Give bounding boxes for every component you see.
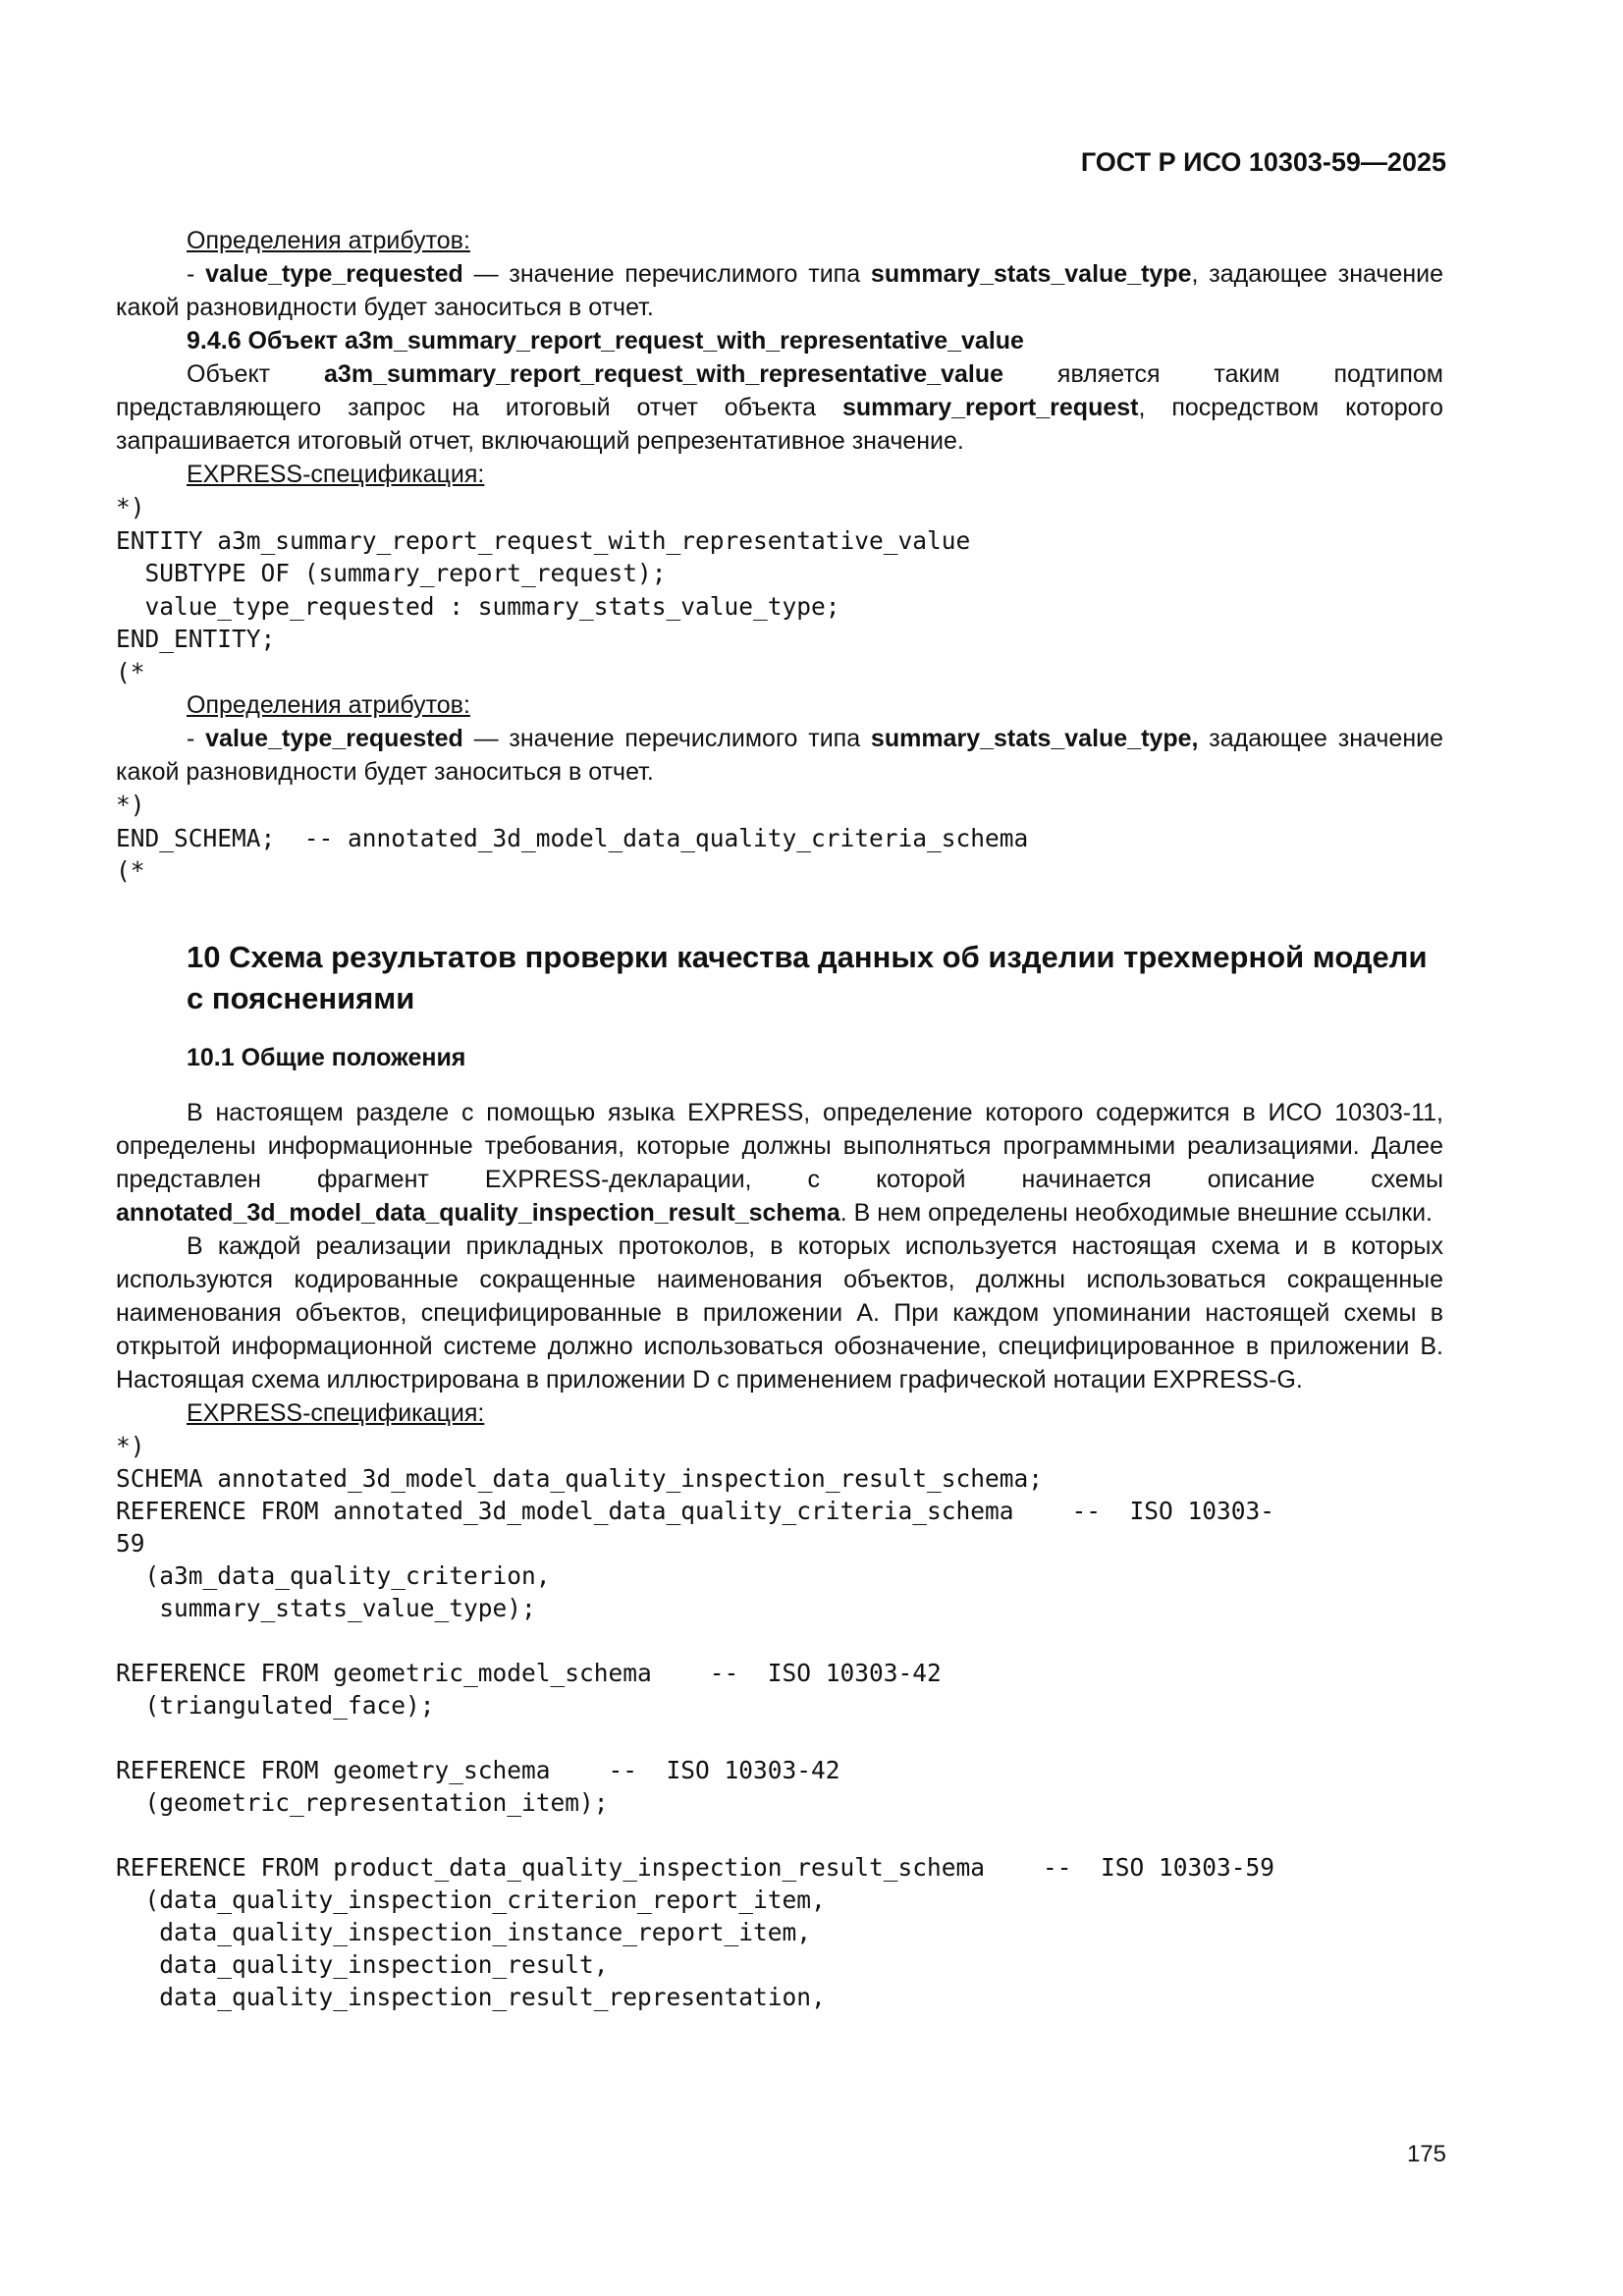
attr-def-label bbox=[116, 224, 1443, 257]
attr-name: value_type_requested bbox=[205, 725, 463, 752]
express-code-ref-geometry: REFERENCE FROM geometry_schema -- ISO 10303-42 (geometric_representation_item); bbox=[116, 1755, 840, 1817]
def-end: задающее значение какой разновидности будет заноситься в отчет. bbox=[116, 725, 1443, 786]
paragraph-implementation: В каждой реализации прикладных протоколов, в которых используется настоящая схема и в которых используются кодированные сокращенные наименования объектов, должны использоваться сокращенные наименования объектов, специфицированные в приложении A. При каждом упоминании настоящей схемы в открытой информационной системе должно использоваться обозначение, специфицированное в приложении B. Настоящая схема иллюстрирована в приложении D с применением графической нотации EXPRESS-G. bbox=[116, 1231, 1443, 1394]
def-end: , задающее значение какой разновидности будет заноситься в отчет. bbox=[116, 260, 1443, 321]
express-code-entity: *) ENTITY a3m_summary_report_request_with_representative_value SUBTYPE OF (summary_report_request); value_type_requested : summary_stats_value_type; END_ENTITY; (* bbox=[116, 493, 971, 686]
express-code-ref-geometric-model: REFERENCE FROM geometric_model_schema -- ISO 10303-42 (triangulated_face); bbox=[116, 1658, 942, 1720]
express-code-ref-pdq-result: REFERENCE FROM product_data_quality_inspection_result_schema -- ISO 10303-59 (data_quality_inspection_criterion_report_item, data_quality_inspection_instance_report_item, data_quality_inspection_result, data_quality_inspection_result_representation, bbox=[116, 1852, 1275, 2011]
para-part: В настоящем разделе с помощью языка EXPRESS, определение которого содержится в ИСО 10303-11, определены информационные требования, которые должны выполняться программными реализациями. Далее представлен фрагмент EXPRESS-декларации, с которой начинается описание схемы bbox=[116, 1098, 1443, 1193]
attr-def-label-text: Определения атрибутов: bbox=[187, 227, 470, 254]
para-part: , посредством которого запрашивается итоговый отчет, включающий репрезентативное значение. bbox=[116, 394, 1444, 455]
entity-name: a3m_summary_report_request_with_representative_value bbox=[324, 360, 1004, 388]
page-content bbox=[116, 224, 1443, 2013]
attr-def-label bbox=[116, 688, 1443, 722]
paragraph-intro bbox=[116, 1096, 1443, 1230]
attr-name: value_type_requested bbox=[205, 260, 463, 288]
def-dash: - bbox=[187, 725, 206, 752]
def-dash: - bbox=[187, 260, 206, 288]
subsection-heading-101: 10.1 Общие положения bbox=[187, 1043, 466, 1071]
schema-name: annotated_3d_model_data_quality_inspection_result_schema bbox=[116, 1198, 840, 1227]
code-spacer bbox=[116, 1624, 1443, 1657]
def-mid: — значение перечислимого типа bbox=[462, 725, 871, 752]
express-code-end-schema: *) END_SCHEMA; -- annotated_3d_model_data_quality_criteria_schema (* bbox=[116, 791, 1029, 885]
express-label-text: EXPRESS-спецификация: bbox=[187, 461, 485, 488]
entity-description bbox=[116, 357, 1443, 458]
para-part: . В нем определены необходимые внешние ссылки. bbox=[839, 1198, 1433, 1227]
express-code-schema: *) SCHEMA annotated_3d_model_data_quality_inspection_result_schema; REFERENCE FROM annotated_3d_model_data_quality_criteria_schema -- ISO 10303- 59 (a3m_data_quality_criterion, summary_stats_value_type); bbox=[116, 1431, 1275, 1622]
supertype-name: summary_report_request bbox=[841, 394, 1139, 421]
express-label bbox=[116, 1396, 1443, 1430]
type-name: summary_stats_value_type, bbox=[870, 725, 1199, 752]
code-spacer bbox=[116, 1722, 1443, 1754]
page-number: 175 bbox=[1406, 2141, 1446, 2167]
attr-definition bbox=[116, 722, 1443, 789]
type-name: summary_stats_value_type bbox=[870, 260, 1192, 288]
subsection-heading-946: 9.4.6 Объект a3m_summary_report_request_with_representative_value bbox=[187, 327, 1024, 355]
para-part: Объект bbox=[187, 360, 325, 388]
express-label bbox=[116, 458, 1443, 491]
express-label-text: EXPRESS-спецификация: bbox=[187, 1398, 485, 1427]
attr-definition bbox=[116, 257, 1443, 324]
attr-def-label-text: Определения атрибутов: bbox=[187, 691, 470, 719]
section-heading-10: 10 Схема результатов проверки качества данных об изделии трехмерной модели с пояснениями bbox=[187, 939, 1428, 1015]
standard-code: ГОСТ Р ИСО 10303-59—2025 bbox=[1080, 147, 1446, 177]
para-part: является таким подтипом представляющего запрос на итоговый отчет объекта bbox=[116, 360, 1443, 421]
code-spacer bbox=[116, 1819, 1443, 1851]
def-mid: — значение перечислимого типа bbox=[462, 260, 871, 288]
